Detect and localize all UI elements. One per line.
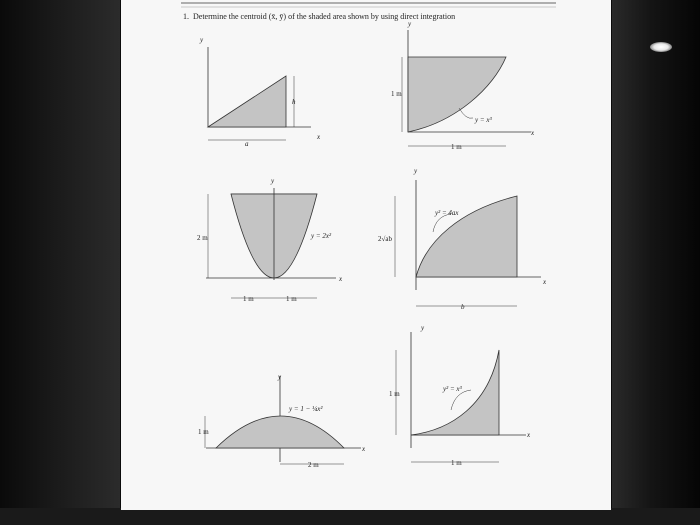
fig4-x-label: x — [543, 278, 547, 286]
fig1-y-label: y — [200, 36, 204, 44]
fig3-y-label: y — [271, 177, 275, 185]
fig3-height-label: 2 m — [197, 234, 208, 242]
fig1-width-label: a — [245, 140, 249, 148]
monitor-bottom-edge — [0, 508, 700, 525]
fig5-curve-label: y = 1 − ¼x² — [289, 405, 323, 413]
fig1-x-label: x — [317, 133, 321, 141]
fig4-shaded-area — [416, 196, 517, 277]
fig6-curve-leader — [451, 390, 471, 410]
fig5-x-label: x — [362, 445, 366, 453]
monitor-bezel-right — [612, 0, 700, 525]
fig1-height-label: h — [292, 98, 296, 106]
fig2-y-label: y — [408, 20, 412, 28]
fig5-shaded-area — [216, 416, 344, 448]
figure-triangle — [199, 36, 321, 148]
figure-parabola — [197, 177, 343, 303]
fig4-curve-label: y² = 4ax — [435, 209, 459, 217]
fig3-x-label: x — [339, 275, 343, 283]
figure-dome — [198, 373, 366, 469]
fig4-width-label: b — [461, 303, 465, 311]
fig1-shaded-area — [208, 76, 286, 127]
fig6-width-label: 1 m — [451, 459, 462, 467]
fig3-right-width-label: 1 m — [286, 295, 297, 303]
fig4-height-label: 2√ab — [378, 235, 392, 243]
document-page — [121, 0, 611, 510]
fig6-x-label: x — [527, 431, 531, 439]
fig6-curve-label: y² = x³ — [443, 385, 462, 393]
fig5-y-label: y — [278, 373, 282, 381]
figure-semicubical-parabola — [389, 324, 531, 467]
fig2-curve-label: y = x³ — [475, 116, 492, 124]
fig3-left-width-label: 1 m — [243, 295, 254, 303]
fig5-height-label: 1 m — [198, 428, 209, 436]
fig4-y-label: y — [414, 167, 418, 175]
monitor-bezel-left — [0, 0, 120, 525]
fig2-width-label: 1 m — [451, 143, 462, 151]
fig2-height-label: 1 m — [391, 90, 402, 98]
fig5-width-label: 2 m — [308, 461, 319, 469]
problem-statement: Determine the centroid (x̄, ȳ) of the shaded area shown by using direct integration — [193, 12, 456, 21]
problem-number: 1. — [183, 12, 189, 21]
problem-sheet — [121, 0, 611, 510]
figure-sideways-parabola — [378, 167, 547, 311]
fig2-x-label: x — [531, 129, 535, 137]
fig6-height-label: 1 m — [389, 390, 400, 398]
light-glare — [650, 42, 672, 52]
fig6-y-label: y — [421, 324, 425, 332]
figure-cubic-curve — [391, 20, 535, 151]
fig3-curve-label: y = 2x² — [311, 232, 332, 240]
